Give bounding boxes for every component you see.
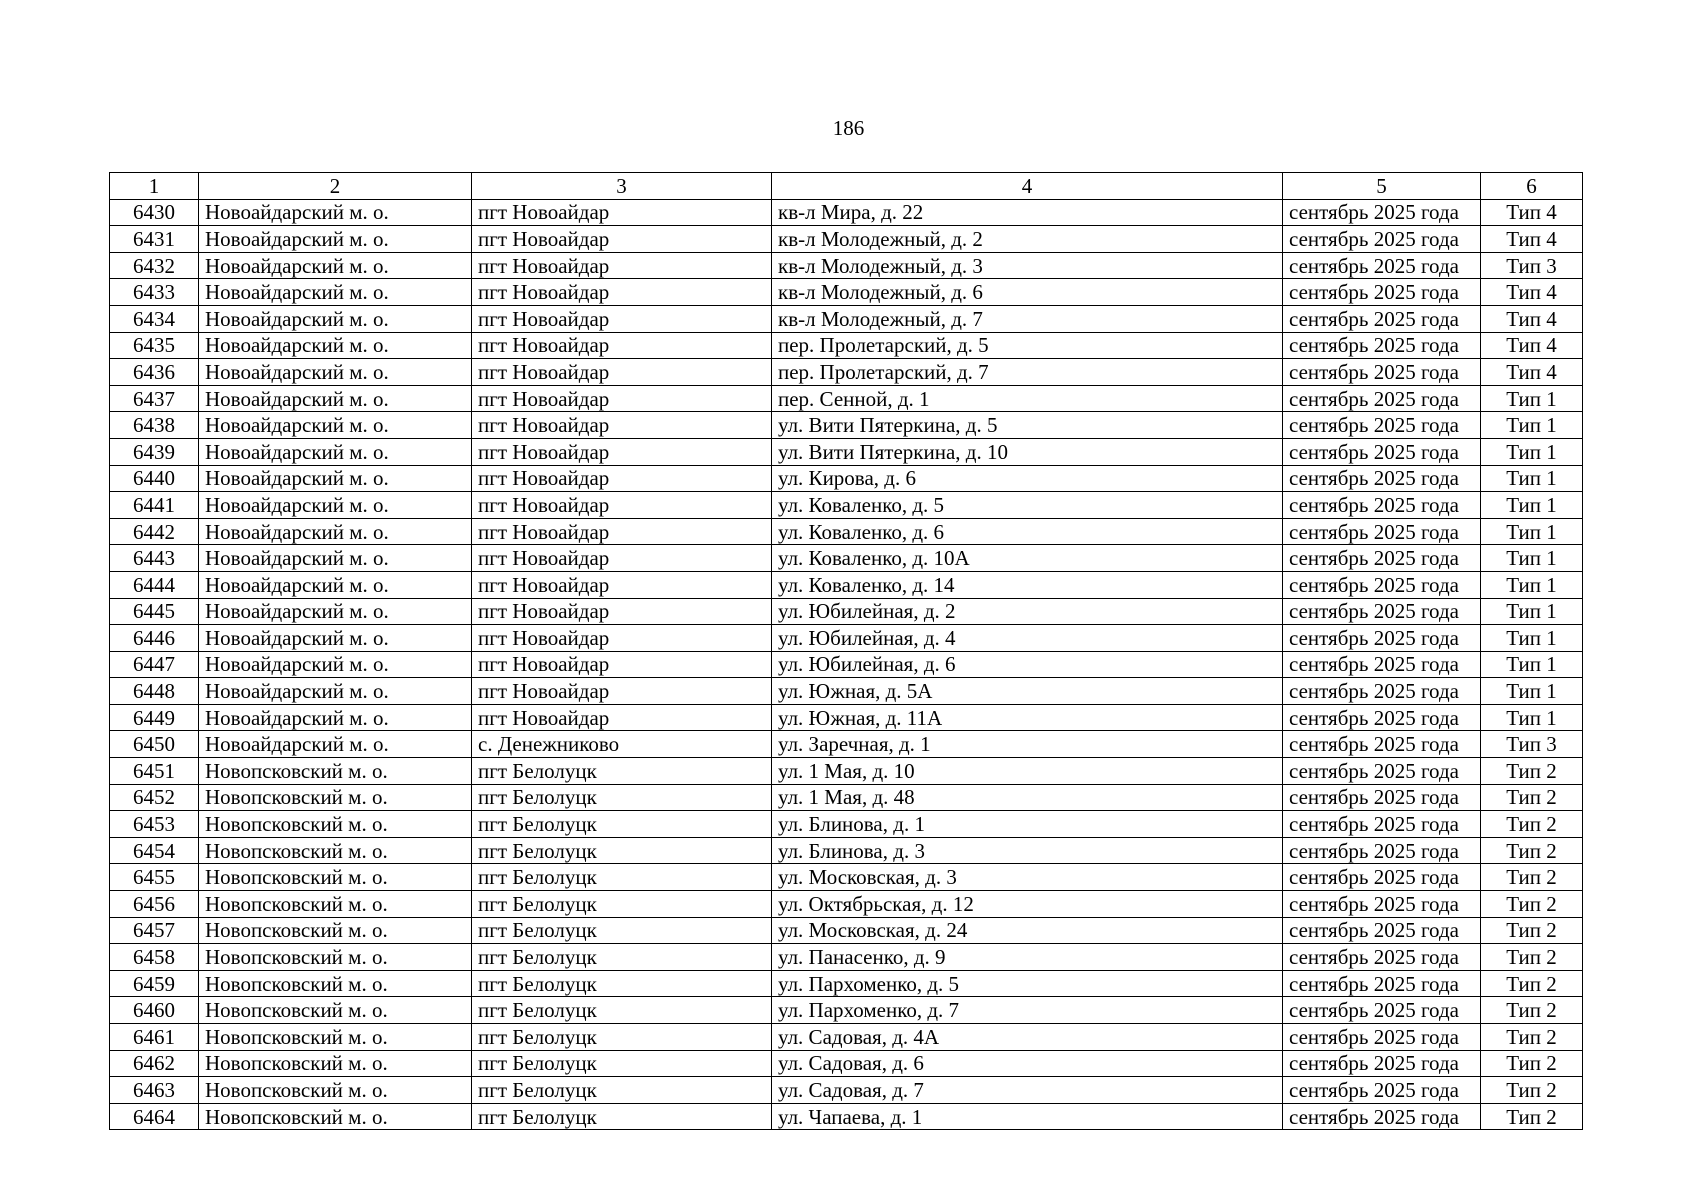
table-row (110, 598, 1583, 625)
municipality-cell: Новопсковский м. о. (199, 1103, 472, 1130)
date-cell: сентябрь 2025 года (1283, 891, 1481, 918)
table-row (110, 1050, 1583, 1077)
municipality-cell: Новопсковский м. о. (199, 784, 472, 811)
address-cell: ул. Блинова, д. 1 (772, 811, 1283, 838)
settlement-cell: пгт Новоайдар (472, 332, 772, 359)
column-header-3: 3 (472, 173, 772, 200)
table-row (110, 917, 1583, 944)
table-row (110, 758, 1583, 785)
date-cell: сентябрь 2025 года (1283, 598, 1481, 625)
table-row (110, 784, 1583, 811)
date-cell: сентябрь 2025 года (1283, 1050, 1481, 1077)
type-cell: Тип 1 (1481, 385, 1583, 412)
date-cell: сентябрь 2025 года (1283, 731, 1481, 758)
settlement-cell: пгт Новоайдар (472, 199, 772, 226)
settlement-cell: с. Денежниково (472, 731, 772, 758)
settlement-cell: пгт Белолуцк (472, 811, 772, 838)
date-cell: сентябрь 2025 года (1283, 465, 1481, 492)
table-header (110, 173, 1583, 200)
table-row (110, 970, 1583, 997)
date-cell: сентябрь 2025 года (1283, 438, 1481, 465)
date-cell: сентябрь 2025 года (1283, 226, 1481, 253)
address-cell: ул. Садовая, д. 7 (772, 1077, 1283, 1104)
row-number-cell: 6438 (110, 412, 199, 439)
settlement-cell: пгт Новоайдар (472, 625, 772, 652)
address-cell: ул. Пархоменко, д. 7 (772, 997, 1283, 1024)
date-cell: сентябрь 2025 года (1283, 651, 1481, 678)
type-cell: Тип 2 (1481, 1050, 1583, 1077)
date-cell: сентябрь 2025 года (1283, 571, 1481, 598)
row-number-cell: 6433 (110, 279, 199, 306)
row-number-cell: 6439 (110, 438, 199, 465)
row-number-cell: 6457 (110, 917, 199, 944)
type-cell: Тип 2 (1481, 784, 1583, 811)
date-cell: сентябрь 2025 года (1283, 678, 1481, 705)
settlement-cell: пгт Белолуцк (472, 970, 772, 997)
row-number-cell: 6454 (110, 837, 199, 864)
table-row (110, 625, 1583, 652)
address-cell: ул. Юбилейная, д. 2 (772, 598, 1283, 625)
type-cell: Тип 1 (1481, 438, 1583, 465)
date-cell: сентябрь 2025 года (1283, 1103, 1481, 1130)
address-cell: ул. Южная, д. 11А (772, 704, 1283, 731)
address-cell: кв-л Молодежный, д. 6 (772, 279, 1283, 306)
municipality-cell: Новоайдарский м. о. (199, 279, 472, 306)
settlement-cell: пгт Белолуцк (472, 784, 772, 811)
row-number-cell: 6456 (110, 891, 199, 918)
type-cell: Тип 4 (1481, 199, 1583, 226)
settlement-cell: пгт Новоайдар (472, 571, 772, 598)
municipality-cell: Новопсковский м. о. (199, 917, 472, 944)
date-cell: сентябрь 2025 года (1283, 917, 1481, 944)
address-cell: ул. Садовая, д. 4А (772, 1024, 1283, 1051)
type-cell: Тип 1 (1481, 678, 1583, 705)
municipality-cell: Новоайдарский м. о. (199, 305, 472, 332)
row-number-cell: 6436 (110, 359, 199, 386)
date-cell: сентябрь 2025 года (1283, 758, 1481, 785)
type-cell: Тип 1 (1481, 625, 1583, 652)
registry-table (109, 172, 1583, 1130)
type-cell: Тип 4 (1481, 332, 1583, 359)
table-row (110, 678, 1583, 705)
row-number-cell: 6430 (110, 199, 199, 226)
date-cell: сентябрь 2025 года (1283, 305, 1481, 332)
address-cell: ул. Чапаева, д. 1 (772, 1103, 1283, 1130)
type-cell: Тип 2 (1481, 1103, 1583, 1130)
municipality-cell: Новопсковский м. о. (199, 837, 472, 864)
type-cell: Тип 2 (1481, 917, 1583, 944)
table-row (110, 864, 1583, 891)
table-row (110, 226, 1583, 253)
table-row (110, 199, 1583, 226)
type-cell: Тип 2 (1481, 758, 1583, 785)
municipality-cell: Новоайдарский м. о. (199, 385, 472, 412)
address-cell: пер. Пролетарский, д. 5 (772, 332, 1283, 359)
type-cell: Тип 2 (1481, 1077, 1583, 1104)
settlement-cell: пгт Новоайдар (472, 305, 772, 332)
row-number-cell: 6448 (110, 678, 199, 705)
date-cell: сентябрь 2025 года (1283, 252, 1481, 279)
settlement-cell: пгт Новоайдар (472, 598, 772, 625)
settlement-cell: пгт Белолуцк (472, 1050, 772, 1077)
row-number-cell: 6444 (110, 571, 199, 598)
municipality-cell: Новоайдарский м. о. (199, 598, 472, 625)
settlement-cell: пгт Белолуцк (472, 997, 772, 1024)
municipality-cell: Новоайдарский м. о. (199, 678, 472, 705)
row-number-cell: 6462 (110, 1050, 199, 1077)
table-row (110, 651, 1583, 678)
municipality-cell: Новопсковский м. о. (199, 944, 472, 971)
address-cell: ул. Московская, д. 24 (772, 917, 1283, 944)
settlement-cell: пгт Новоайдар (472, 252, 772, 279)
settlement-cell: пгт Новоайдар (472, 465, 772, 492)
settlement-cell: пгт Белолуцк (472, 864, 772, 891)
address-cell: ул. Юбилейная, д. 4 (772, 625, 1283, 652)
table-row (110, 332, 1583, 359)
settlement-cell: пгт Белолуцк (472, 1077, 772, 1104)
row-number-cell: 6447 (110, 651, 199, 678)
municipality-cell: Новопсковский м. о. (199, 864, 472, 891)
address-cell: ул. Кирова, д. 6 (772, 465, 1283, 492)
settlement-cell: пгт Новоайдар (472, 518, 772, 545)
municipality-cell: Новоайдарский м. о. (199, 199, 472, 226)
address-cell: ул. Вити Пятеркина, д. 10 (772, 438, 1283, 465)
municipality-cell: Новоайдарский м. о. (199, 332, 472, 359)
date-cell: сентябрь 2025 года (1283, 970, 1481, 997)
type-cell: Тип 1 (1481, 571, 1583, 598)
table-body (110, 199, 1583, 1130)
table-row (110, 385, 1583, 412)
date-cell: сентябрь 2025 года (1283, 704, 1481, 731)
settlement-cell: пгт Новоайдар (472, 545, 772, 572)
date-cell: сентябрь 2025 года (1283, 784, 1481, 811)
settlement-cell: пгт Новоайдар (472, 492, 772, 519)
type-cell: Тип 4 (1481, 226, 1583, 253)
settlement-cell: пгт Новоайдар (472, 359, 772, 386)
type-cell: Тип 2 (1481, 1024, 1583, 1051)
municipality-cell: Новоайдарский м. о. (199, 226, 472, 253)
row-number-cell: 6440 (110, 465, 199, 492)
table-row (110, 359, 1583, 386)
column-header-4: 4 (772, 173, 1283, 200)
type-cell: Тип 2 (1481, 891, 1583, 918)
date-cell: сентябрь 2025 года (1283, 811, 1481, 838)
municipality-cell: Новоайдарский м. о. (199, 492, 472, 519)
table-row (110, 492, 1583, 519)
table-row (110, 279, 1583, 306)
page-number: 186 (832, 116, 865, 140)
column-header-1: 1 (110, 173, 199, 200)
row-number-cell: 6452 (110, 784, 199, 811)
municipality-cell: Новопсковский м. о. (199, 1024, 472, 1051)
municipality-cell: Новоайдарский м. о. (199, 252, 472, 279)
column-header-2: 2 (199, 173, 472, 200)
type-cell: Тип 4 (1481, 359, 1583, 386)
municipality-cell: Новоайдарский м. о. (199, 625, 472, 652)
date-cell: сентябрь 2025 года (1283, 279, 1481, 306)
address-cell: ул. Заречная, д. 1 (772, 731, 1283, 758)
date-cell: сентябрь 2025 года (1283, 518, 1481, 545)
address-cell: ул. 1 Мая, д. 10 (772, 758, 1283, 785)
address-cell: кв-л Молодежный, д. 2 (772, 226, 1283, 253)
row-number-cell: 6434 (110, 305, 199, 332)
municipality-cell: Новоайдарский м. о. (199, 412, 472, 439)
municipality-cell: Новоайдарский м. о. (199, 545, 472, 572)
address-cell: ул. Блинова, д. 3 (772, 837, 1283, 864)
row-number-cell: 6459 (110, 970, 199, 997)
municipality-cell: Новоайдарский м. о. (199, 465, 472, 492)
table-row (110, 1103, 1583, 1130)
row-number-cell: 6449 (110, 704, 199, 731)
type-cell: Тип 2 (1481, 837, 1583, 864)
date-cell: сентябрь 2025 года (1283, 492, 1481, 519)
settlement-cell: пгт Белолуцк (472, 1024, 772, 1051)
address-cell: ул. Вити Пятеркина, д. 5 (772, 412, 1283, 439)
type-cell: Тип 2 (1481, 864, 1583, 891)
settlement-cell: пгт Белолуцк (472, 944, 772, 971)
municipality-cell: Новопсковский м. о. (199, 1050, 472, 1077)
row-number-cell: 6441 (110, 492, 199, 519)
settlement-cell: пгт Новоайдар (472, 651, 772, 678)
settlement-cell: пгт Белолуцк (472, 837, 772, 864)
date-cell: сентябрь 2025 года (1283, 1024, 1481, 1051)
table-row (110, 837, 1583, 864)
address-cell: пер. Пролетарский, д. 7 (772, 359, 1283, 386)
settlement-cell: пгт Белолуцк (472, 891, 772, 918)
address-cell: ул. Панасенко, д. 9 (772, 944, 1283, 971)
municipality-cell: Новопсковский м. о. (199, 1077, 472, 1104)
settlement-cell: пгт Белолуцк (472, 917, 772, 944)
address-cell: ул. Коваленко, д. 10А (772, 545, 1283, 572)
type-cell: Тип 3 (1481, 731, 1583, 758)
table-row (110, 891, 1583, 918)
date-cell: сентябрь 2025 года (1283, 385, 1481, 412)
municipality-cell: Новоайдарский м. о. (199, 704, 472, 731)
date-cell: сентябрь 2025 года (1283, 997, 1481, 1024)
address-cell: ул. Московская, д. 3 (772, 864, 1283, 891)
settlement-cell: пгт Белолуцк (472, 758, 772, 785)
table-row (110, 305, 1583, 332)
table-row (110, 438, 1583, 465)
row-number-cell: 6435 (110, 332, 199, 359)
table-row (110, 944, 1583, 971)
address-cell: ул. Коваленко, д. 6 (772, 518, 1283, 545)
date-cell: сентябрь 2025 года (1283, 359, 1481, 386)
row-number-cell: 6460 (110, 997, 199, 1024)
type-cell: Тип 1 (1481, 651, 1583, 678)
row-number-cell: 6432 (110, 252, 199, 279)
municipality-cell: Новоайдарский м. о. (199, 651, 472, 678)
municipality-cell: Новопсковский м. о. (199, 970, 472, 997)
table-row (110, 704, 1583, 731)
date-cell: сентябрь 2025 года (1283, 625, 1481, 652)
type-cell: Тип 3 (1481, 252, 1583, 279)
type-cell: Тип 4 (1481, 279, 1583, 306)
row-number-cell: 6464 (110, 1103, 199, 1130)
settlement-cell: пгт Новоайдар (472, 385, 772, 412)
address-cell: ул. Юбилейная, д. 6 (772, 651, 1283, 678)
municipality-cell: Новоайдарский м. о. (199, 438, 472, 465)
municipality-cell: Новоайдарский м. о. (199, 359, 472, 386)
address-cell: кв-л Молодежный, д. 3 (772, 252, 1283, 279)
row-number-cell: 6446 (110, 625, 199, 652)
address-cell: ул. Южная, д. 5А (772, 678, 1283, 705)
row-number-cell: 6431 (110, 226, 199, 253)
row-number-cell: 6453 (110, 811, 199, 838)
address-cell: ул. Садовая, д. 6 (772, 1050, 1283, 1077)
column-header-5: 5 (1283, 173, 1481, 200)
settlement-cell: пгт Новоайдар (472, 438, 772, 465)
table-row (110, 811, 1583, 838)
settlement-cell: пгт Новоайдар (472, 704, 772, 731)
type-cell: Тип 2 (1481, 944, 1583, 971)
date-cell: сентябрь 2025 года (1283, 199, 1481, 226)
municipality-cell: Новоайдарский м. о. (199, 731, 472, 758)
municipality-cell: Новоайдарский м. о. (199, 571, 472, 598)
address-cell: ул. Коваленко, д. 14 (772, 571, 1283, 598)
type-cell: Тип 2 (1481, 811, 1583, 838)
address-cell: ул. Коваленко, д. 5 (772, 492, 1283, 519)
row-number-cell: 6463 (110, 1077, 199, 1104)
settlement-cell: пгт Новоайдар (472, 678, 772, 705)
type-cell: Тип 1 (1481, 492, 1583, 519)
settlement-cell: пгт Белолуцк (472, 1103, 772, 1130)
row-number-cell: 6443 (110, 545, 199, 572)
address-cell: кв-л Мира, д. 22 (772, 199, 1283, 226)
type-cell: Тип 2 (1481, 997, 1583, 1024)
date-cell: сентябрь 2025 года (1283, 864, 1481, 891)
row-number-cell: 6458 (110, 944, 199, 971)
municipality-cell: Новопсковский м. о. (199, 811, 472, 838)
table-row (110, 1077, 1583, 1104)
table-row (110, 731, 1583, 758)
address-cell: пер. Сенной, д. 1 (772, 385, 1283, 412)
table-row (110, 412, 1583, 439)
row-number-cell: 6437 (110, 385, 199, 412)
type-cell: Тип 1 (1481, 518, 1583, 545)
type-cell: Тип 1 (1481, 704, 1583, 731)
table-row (110, 518, 1583, 545)
address-cell: ул. Пархоменко, д. 5 (772, 970, 1283, 997)
table-row (110, 545, 1583, 572)
date-cell: сентябрь 2025 года (1283, 1077, 1481, 1104)
municipality-cell: Новопсковский м. о. (199, 758, 472, 785)
type-cell: Тип 4 (1481, 305, 1583, 332)
table-row (110, 571, 1583, 598)
table-row (110, 1024, 1583, 1051)
date-cell: сентябрь 2025 года (1283, 545, 1481, 572)
table-row (110, 997, 1583, 1024)
date-cell: сентябрь 2025 года (1283, 412, 1481, 439)
row-number-cell: 6450 (110, 731, 199, 758)
date-cell: сентябрь 2025 года (1283, 837, 1481, 864)
type-cell: Тип 1 (1481, 465, 1583, 492)
address-cell: ул. 1 Мая, д. 48 (772, 784, 1283, 811)
settlement-cell: пгт Новоайдар (472, 412, 772, 439)
settlement-cell: пгт Новоайдар (472, 279, 772, 306)
row-number-cell: 6445 (110, 598, 199, 625)
table-row (110, 465, 1583, 492)
table-row (110, 252, 1583, 279)
municipality-cell: Новоайдарский м. о. (199, 518, 472, 545)
type-cell: Тип 2 (1481, 970, 1583, 997)
row-number-cell: 6451 (110, 758, 199, 785)
type-cell: Тип 1 (1481, 412, 1583, 439)
address-cell: ул. Октябрьская, д. 12 (772, 891, 1283, 918)
settlement-cell: пгт Новоайдар (472, 226, 772, 253)
date-cell: сентябрь 2025 года (1283, 944, 1481, 971)
row-number-cell: 6461 (110, 1024, 199, 1051)
column-header-6: 6 (1481, 173, 1583, 200)
municipality-cell: Новопсковский м. о. (199, 891, 472, 918)
address-cell: кв-л Молодежный, д. 7 (772, 305, 1283, 332)
municipality-cell: Новопсковский м. о. (199, 997, 472, 1024)
type-cell: Тип 1 (1481, 598, 1583, 625)
type-cell: Тип 1 (1481, 545, 1583, 572)
header-row (110, 173, 1583, 200)
date-cell: сентябрь 2025 года (1283, 332, 1481, 359)
row-number-cell: 6442 (110, 518, 199, 545)
row-number-cell: 6455 (110, 864, 199, 891)
